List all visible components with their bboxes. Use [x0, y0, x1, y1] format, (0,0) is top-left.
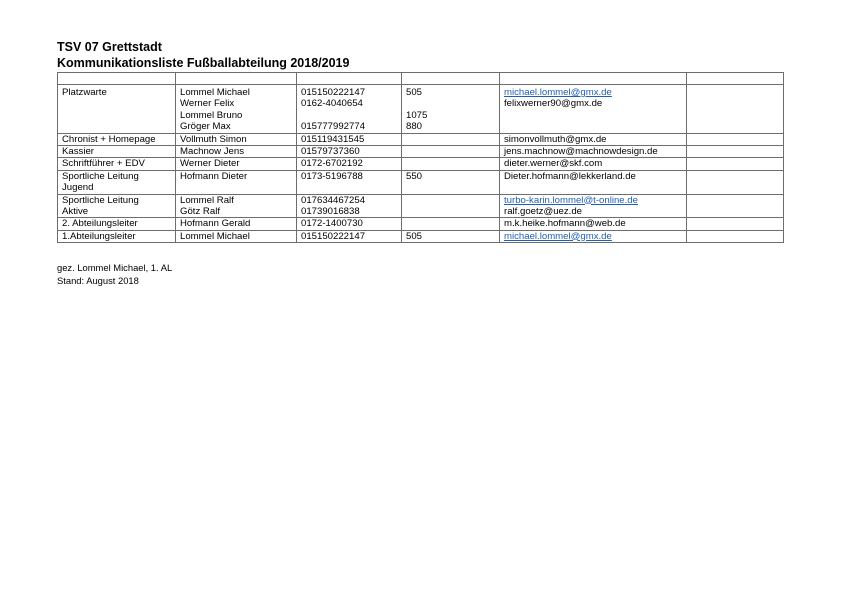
header-cell	[500, 73, 687, 85]
email-text: m.k.heike.hofmann@web.de	[504, 218, 626, 230]
name-cell	[176, 218, 297, 230]
email-cell	[500, 194, 687, 218]
name-cell	[176, 194, 297, 218]
email-cell	[500, 170, 687, 194]
role-text: Chronist + Homepage	[62, 133, 156, 145]
table-row	[58, 133, 784, 145]
extension-cell	[402, 158, 500, 170]
name-text: Lommel Ralf	[180, 194, 234, 206]
name-cell	[176, 85, 297, 134]
empty-cell	[687, 218, 784, 230]
header-cell	[58, 73, 176, 85]
phone-text: 0162-4040654	[301, 98, 363, 110]
email-cell	[500, 158, 687, 170]
phone-text: 0172-6702192	[301, 158, 363, 170]
phone-text: 0173-5196788	[301, 170, 363, 182]
name-text: Vollmuth Simon	[180, 133, 247, 145]
empty-cell	[687, 85, 784, 134]
phone-cell	[297, 145, 402, 157]
role-cell	[58, 218, 176, 230]
extension-cell	[402, 194, 500, 218]
email-text: dieter.werner@skf.com	[504, 158, 603, 170]
role-text: Schriftführer + EDV	[62, 158, 145, 170]
role-text: 1.Abteilungsleiter	[62, 230, 136, 242]
phone-text	[301, 110, 401, 121]
name-text: Werner Felix	[180, 98, 235, 110]
name-text: Werner Dieter	[180, 158, 240, 170]
table-row	[58, 218, 784, 230]
email-text: Dieter.hofmann@lekkerland.de	[504, 170, 636, 182]
phone-text: 015777992774	[301, 121, 366, 133]
signature-line: gez. Lommel Michael, 1. AL	[57, 262, 173, 273]
empty-cell	[687, 133, 784, 145]
empty-cell	[687, 145, 784, 157]
extension-text	[406, 134, 499, 145]
extension-text: 550	[406, 170, 423, 182]
extension-cell	[402, 230, 500, 242]
extension-cell	[402, 170, 500, 194]
email-cell	[500, 145, 687, 157]
extension-text	[406, 158, 499, 169]
role-text: Aktive	[62, 205, 89, 217]
extension-cell	[402, 85, 500, 134]
role-cell	[58, 133, 176, 145]
empty-cell	[687, 194, 784, 218]
table-header-row	[58, 73, 784, 85]
email-link[interactable]: michael.lommel@gmx.de	[504, 87, 612, 98]
extension-text	[406, 218, 499, 229]
extension-text: 1075	[406, 109, 428, 121]
phone-text: 01739016838	[301, 205, 360, 217]
email-line	[504, 87, 686, 98]
table-row	[58, 170, 784, 194]
phone-cell	[297, 133, 402, 145]
table-row	[58, 230, 784, 242]
email-cell	[500, 230, 687, 242]
role-cell	[58, 158, 176, 170]
role-text: Kassier	[62, 145, 94, 157]
role-text: 2. Abteilungsleiter	[62, 218, 138, 230]
email-line	[504, 231, 686, 242]
name-text: Lommel Michael	[180, 87, 250, 98]
email-text: simonvollmuth@gmx.de	[504, 133, 607, 145]
extension-cell	[402, 145, 500, 157]
phone-cell	[297, 85, 402, 134]
email-cell	[500, 85, 687, 134]
phone-text: 0172-1400730	[301, 218, 363, 230]
email-cell	[500, 133, 687, 145]
extension-text	[406, 146, 499, 157]
phone-text: 017634467254	[301, 194, 366, 206]
status-date: Stand: August 2018	[57, 275, 139, 286]
phone-text: 015150222147	[301, 87, 366, 98]
table-row	[58, 158, 784, 170]
phone-text: 01579737360	[301, 145, 360, 157]
role-text: Jugend	[62, 182, 94, 194]
phone-cell	[297, 170, 402, 194]
extension-text: 880	[406, 121, 423, 133]
phone-cell	[297, 158, 402, 170]
name-text: Gröger Max	[180, 121, 231, 133]
header-cell	[176, 73, 297, 85]
name-text: Hofmann Gerald	[180, 218, 251, 230]
name-text: Hofmann Dieter	[180, 170, 248, 182]
email-line	[504, 195, 686, 206]
contact-table-body	[58, 73, 784, 243]
role-text: Sportliche Leitung	[62, 170, 139, 182]
header-cell	[297, 73, 402, 85]
extension-cell	[402, 218, 500, 230]
role-cell	[58, 194, 176, 218]
role-text: Platzwarte	[62, 87, 107, 98]
role-cell	[58, 170, 176, 194]
role-text: Sportliche Leitung	[62, 194, 139, 206]
list-subtitle: Kommunikationsliste Fußballabteilung 2018/2019	[57, 56, 350, 70]
role-cell	[58, 85, 176, 134]
extension-text: 505	[406, 230, 423, 242]
email-link[interactable]: michael.lommel@gmx.de	[504, 230, 612, 242]
empty-cell	[687, 158, 784, 170]
role-cell	[58, 230, 176, 242]
name-text: Machnow Jens	[180, 145, 244, 157]
phone-cell	[297, 230, 402, 242]
phone-text: 015119431545	[301, 133, 365, 145]
name-text: Lommel Michael	[180, 230, 250, 242]
email-text: felixwerner90@gmx.de	[504, 98, 603, 110]
phone-cell	[297, 194, 402, 218]
email-text: ralf.goetz@uez.de	[504, 205, 583, 217]
role-cell	[58, 145, 176, 157]
club-title: TSV 07 Grettstadt	[57, 40, 162, 54]
header-cell	[687, 73, 784, 85]
name-text: Götz Ralf	[180, 205, 220, 217]
name-text: Lommel Bruno	[180, 109, 243, 121]
phone-cell	[297, 218, 402, 230]
contact-table	[57, 72, 784, 243]
table-row	[58, 145, 784, 157]
email-cell	[500, 218, 687, 230]
table-row	[58, 194, 784, 218]
name-cell	[176, 170, 297, 194]
empty-cell	[687, 230, 784, 242]
extension-text	[406, 98, 499, 109]
table-row	[58, 85, 784, 134]
email-text: jens.machnow@machnowdesign.de	[504, 145, 658, 157]
name-cell	[176, 145, 297, 157]
extension-text: 505	[406, 87, 423, 98]
empty-cell	[687, 170, 784, 194]
phone-text: 015150222147	[301, 230, 366, 242]
extension-cell	[402, 133, 500, 145]
extension-text	[406, 195, 499, 206]
name-cell	[176, 158, 297, 170]
name-cell	[176, 133, 297, 145]
name-cell	[176, 230, 297, 242]
email-link[interactable]: turbo-karin.lommel@t-online.de	[504, 194, 638, 206]
header-cell	[402, 73, 500, 85]
